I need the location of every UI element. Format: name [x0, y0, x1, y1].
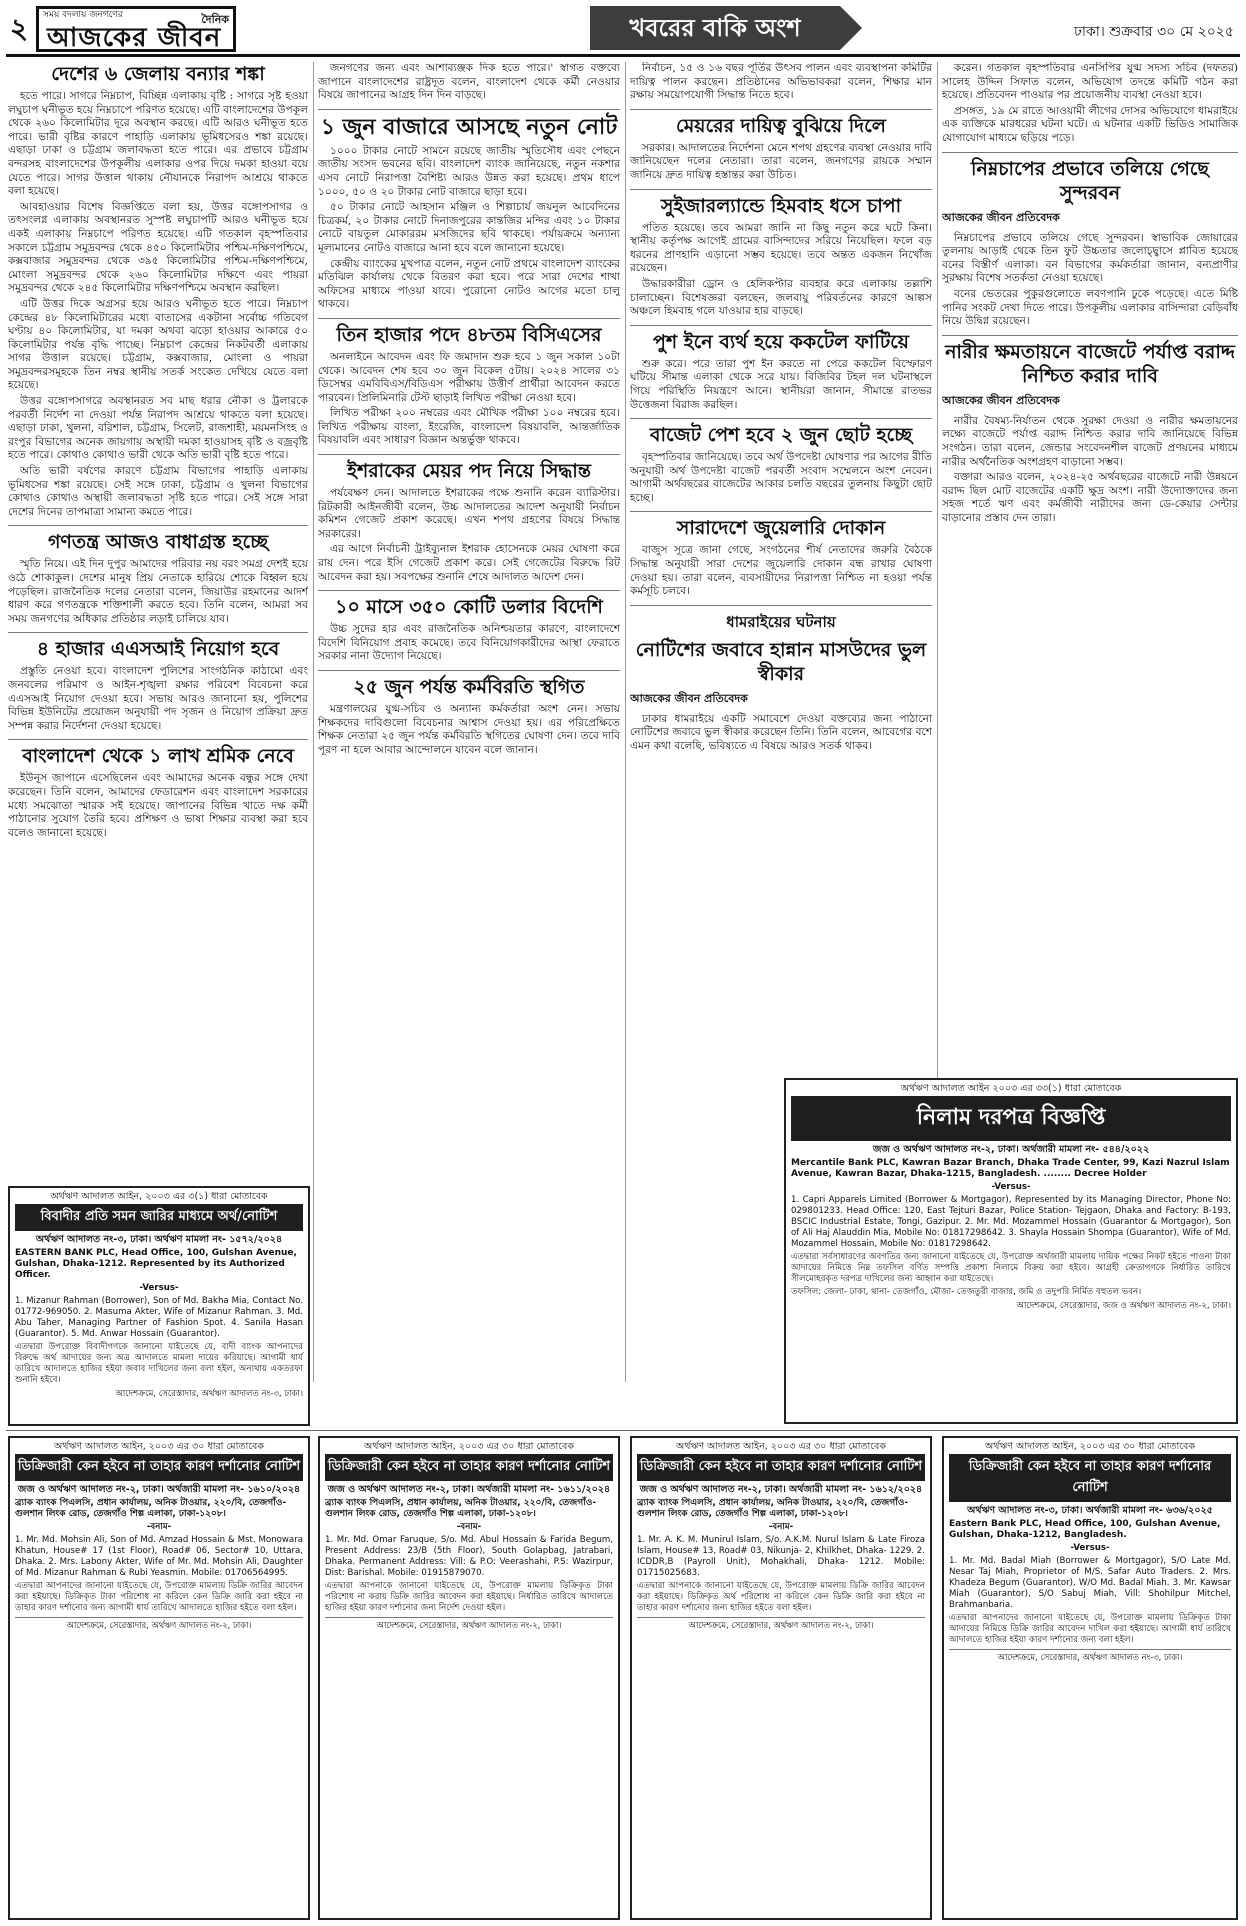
- article-paragraph: নির্বাচন, ১৫ ও ১৬ বছর পূর্তির উৎসব পালন এবং ব্যবস্থাপনা কমিটির দায়িত্ব পালন করছেন। প্রতিষ্ঠানের অভিভাবকরা বলেন, শিক্ষার মান রক্ষায় সময়োপযোগী সিদ্ধান্ত নিতে হবে।: [630, 62, 932, 102]
- headline-new-notes: ১ জুন বাজারে আসছে নতুন নোট: [318, 109, 620, 141]
- notice-subtitle: অর্থঋণ আদালত আইন, ২০০৩ এর ৩০ ধারা মোতাবেক: [676, 1441, 886, 1452]
- logo-small-text: দৈনিক: [201, 13, 229, 26]
- article-paragraph: প্রস্তুতি নেওয়া হবে। বাংলাদেশ পুলিশের সাংগঠনিক কাঠামো এবং জনবলের পরিমাণ ও আইন-শৃঙ্খলা রক্ষার পরিবেশ বিবেচনা করে এএসআই নিয়োগ দেওয়া হবে। সভায় আরও জানানো হয়, পুলিশের বিভিন্ন ইউনিটের প্রয়োজন অনুযায়ী পদ সৃজন ও নিয়োগ প্রক্রিয়া দ্রুত সম্পন্ন করার নির্দেশনা দেওয়া হয়েছে।: [8, 665, 308, 732]
- article-paragraph: উদ্ধারকারীরা ড্রোন ও হেলিকপ্টার ব্যবহার করে এলাকায় তল্লাশি চালাচ্ছেন। বিশেষজ্ঞরা বলছেন, জলবায়ু পরিবর্তনের কারণে আল্পস অঞ্চলে হিমবাহ গলে যাওয়ার হার বাড়ছে।: [630, 277, 932, 318]
- notice-body: এতদ্বারা আপনাকে জানানো যাইতেছে যে, উপরোক্ত মামলায় ডিক্রি জারির আবেদন করা হইয়াছে। ডিক্রিকৃত অর্থ পরিশোধ না করিলে কেন ডিক্রি জারি করা হইবে না তাহার কারণ দর্শানোর জন্য হাজির হইতে বলা হইল।: [637, 1581, 925, 1613]
- notice-title: ডিক্রিজারী কেন হইবে না তাহার কারণ দর্শানোর নোটিশ: [949, 1454, 1231, 1502]
- article-paragraph: আবহাওয়ার বিশেষ বিজ্ঞপ্তিতে বলা হয়, উত্তর বঙ্গোপসাগর ও তৎসংলগ্ন এলাকায় অবস্থানরত সুস্পষ্ট লঘুচাপটি আরও ঘনীভূত হয়ে একই এলাকায় নিম্নচাপে পরিণত হয়েছে। এটি গতকাল বৃহস্পতিবার সকালে চট্টগ্রাম সমুদ্রবন্দর থেকে ৪৫০ কিলোমিটার পশ্চিম-দক্ষিণপশ্চিমে, কক্সবাজার সমুদ্রবন্দর থেকে ৩৯৫ কিলোমিটার পশ্চিম-দক্ষিণপশ্চিমে, মোংলা সমুদ্রবন্দর থেকে ২৬০ কিলোমিটার দক্ষিণে এবং পায়রা সমুদ্রবন্দর থেকে ২৪৫ কিলোমিটার দক্ষিণপশ্চিমে অবস্থান করছিল।: [8, 200, 308, 295]
- article-paragraph: পতিত হয়েছে। তবে আমরা জানি না কিছু নতুন করে ঘটে কিনা। স্থানীয় কর্তৃপক্ষ আগেই গ্রামের বাসিন্দাদের সরিয়ে নিয়েছিল। ফলে বড় ধরনের প্রাণহানি এড়ানো সম্ভব হয়েছে। তবে অন্তত একজন নিখোঁজ রয়েছেন।: [630, 221, 932, 275]
- newspaper-logo: [36, 6, 236, 52]
- article-paragraph: ৫০ টাকার নোটে আহসান মঞ্জিল ও শিল্পাচার্য জয়নুল আবেদিনের চিত্রকর্ম, ২০ টাকার নোটে দিনাজপুরের কান্তজির মন্দির এবং ১০ টাকার নোটে বায়তুল মোকাররম মসজিদের ছবি থাকছে। পর্যায়ক্রমে অন্যান্য মূল্যমানের নোটও বাজারে আনা হবে বলে জানানো হয়েছে।: [318, 201, 620, 254]
- article-paragraph: মন্ত্রণালয়ের যুগ্ম-সচিব ও অন্যান্য কর্মকর্তারা অংশ নেন। সভায় শিক্ষকদের দাবিগুলো বিবেচনার আশ্বাস দেওয়া হয়। এর পরিপ্রেক্ষিতে শিক্ষক নেতারা ২৫ জুন পর্যন্ত কর্মবিরতি স্থগিতের ঘোষণা দেন। তবে দাবি পূরণ না হলে আবার আন্দোলনে যাবেন বলে জানান।: [318, 703, 620, 756]
- article-paragraph: ১০০০ টাকার নোটে সামনে রয়েছে জাতীয় স্মৃতিসৌধ এবং পেছনে জাতীয় সংসদ ভবনের ছবি। বাংলাদেশ ব্যাংক জানিয়েছে, নতুন নকশার এসব নোটে নিরাপত্তা বৈশিষ্ট্য আরও উন্নত করা হয়েছে। প্রথম ধাপে ১০০০, ৫০ ও ২০ টাকার নোট বাজারে ছাড়া হবে।: [318, 144, 620, 198]
- notice-subtitle: অর্থঋণ আদালত আইন, ২০০৩ এর ৩(১) ধারা মোতাবেক: [50, 1191, 268, 1202]
- notice-subtitle: অর্থঋণ আদালত আইন, ২০০৩ এর ৩০ ধারা মোতাবেক: [985, 1441, 1195, 1452]
- headline-dhamrai-kicker: ধামরাইয়ের ঘটনায়: [630, 605, 932, 634]
- article-paragraph: এটি উত্তর দিকে অগ্রসর হয়ে আরও ঘনীভূত হতে পারে। নিম্নচাপ কেন্দ্রের ৪৮ কিলোমিটারের মধ্যে বাতাসের একটানা সর্বোচ্চ গতিবেগ ঘণ্টায় ৪০ কিলোমিটার, যা দমকা অথবা ঝড়ো হাওয়ার আকারে ৫০ কিলোমিটার পর্যন্ত বৃদ্ধি পাচ্ছে। নিম্নচাপ কেন্দ্রের নিকটবর্তী এলাকায় সাগর উত্তাল রয়েছে। চট্টগ্রাম, কক্সবাজার, মোংলা ও পায়রা সমুদ্রবন্দরসমূহকে তিন নম্বর স্থানীয় সতর্ক সংকেত দেখিয়ে যেতে বলা হয়েছে।: [8, 297, 308, 392]
- article-paragraph: এর আগে নির্বাচনী ট্রাইব্যুনাল ইশরাক হোসেনকে মেয়র ঘোষণা করে রায় দেন। পরে ইসি গেজেট প্রকাশ করে। সেই গেজেটের বিরুদ্ধে রিট আবেদন করা হয়। সবপক্ষের শুনানি শেষে আদালত আদেশ দেন।: [318, 543, 620, 583]
- notice-body: এতদ্বারা সর্বসাধারণের অবগতির জন্য জানানো যাইতেছে যে, উপরোক্ত অর্থজারী মামলায় দায়িক পক্ষের নিকট হইতে পাওনা টাকা আদায়ের নিমিত্তে নিম্ন তফসিল বর্ণিত সম্পত্তি প্রকাশ্য নিলামে বিক্রয় করা হইবে। আগ্রহী ক্রেতাগণকে নির্ধারিত তারিখে সীলমোহরকৃত দরপত্র দাখিলের জন্য আহ্বান করা যাইতেছে।: [791, 1252, 1231, 1284]
- column-divider: [625, 62, 626, 1382]
- article-paragraph: ঢাকার ধামরাইয়ে একটি সমাবেশে দেওয়া বক্তব্যের জন্য পাঠানো নোটিশের জবাবে ভুল স্বীকার করেছেন তিনি। তিনি বলেন, আবেগের বশে এমন কথা বলেছি, ভবিষ্যতে এ বিষয়ে আরও সতর্ক থাকব।: [630, 712, 932, 753]
- notice-case: জজ ও অর্থঋণ আদালত নং-২, ঢাকা। অর্থজারী মামলা নং- ৫৪৪/২০২২: [872, 1144, 1150, 1155]
- notice-defendants: 1. Mr. A. K. M. Munirul Islam, S/o. A.K.M. Nurul Islam & Late Firoza Islam, House# 13, Road# 03, Nikunja- 2, Khilkhet, Dhaka- 1229. 2. ICDDR,B (Payroll Unit), Mohakhali, Dhaka- 1212. Mobile: 01715025683.: [637, 1535, 925, 1578]
- byline: আজকের জীবন প্রতিবেদক: [942, 210, 1060, 224]
- notice-signature: আদেশক্রমে, সেরেস্তাদার, অর্থঋণ আদালত নং-৩, ঢাকা।: [949, 1649, 1231, 1663]
- notice-title: ডিক্রিজারী কেন হইবে না তাহার কারণ দর্শানোর নোটিশ: [637, 1454, 925, 1481]
- masthead: [6, 4, 1240, 56]
- date-line: ঢাকা। শুক্রবার ৩০ মে ২০২৫: [1073, 24, 1234, 40]
- headline-democracy: গণতন্ত্র আজও বাধাগ্রস্ত হচ্ছে: [8, 525, 308, 554]
- top-rule: [6, 54, 1240, 57]
- article-paragraph: সরকার। আদালতের নির্দেশনা মেনে শপথ গ্রহণের ব্যবস্থা নেওয়ার দাবি জানিয়েছেন দলের নেতারা। তারা বলেন, জনগণের রায়কে সম্মান জানিয়ে দ্রুত দায়িত্ব হস্তান্তর করা উচিত।: [630, 141, 932, 181]
- headline-budget: বাজেট পেশ হবে ২ জুন ছোট হচ্ছে: [630, 418, 932, 447]
- decree-notice-3: [630, 1436, 932, 1920]
- column-1: [8, 62, 308, 1382]
- byline: আজকের জীবন প্রতিবেদক: [630, 691, 748, 705]
- notice-body: এতদ্বারা আপনাদের জানানো যাইতেছে যে, উপরোক্ত মামলায় ডিক্রি জারির আবেদন করা হইয়াছে। ডিক্রিকৃত টাকা পরিশোধ না করিলে কেন ডিক্রি জারি করা হইবে না তাহার কারণ দর্শানোর জন্য আগামী ধার্য তারিখে আদালতে হাজির হইতে বলা হইল।: [15, 1581, 303, 1613]
- notice-signature: আদেশক্রমে, সেরেস্তাদার, অর্থঋণ আদালত নং-৩, ঢাকা।: [115, 1389, 303, 1399]
- decree-notice-2: [318, 1436, 620, 1920]
- byline: আজকের জীবন প্রতিবেদক: [942, 393, 1060, 407]
- notice-plaintiff: Eastern Bank PLC, Head Office, 100, Gulshan Avenue, Gulshan, Dhaka-1212, Bangladesh.: [949, 1519, 1221, 1540]
- notice-subtitle: অর্থঋণ আদালত আইন, ২০০৩ এর ৩০ ধারা মোতাবেক: [364, 1441, 574, 1452]
- column-divider: [313, 62, 314, 1382]
- notice-signature: আদেশক্রমে, সেরেস্তাদার, অর্থঋণ আদালত নং-২, ঢাকা।: [637, 1617, 925, 1631]
- headline-sundarbans: নিম্নচাপের প্রভাবে তলিয়ে গেছে সুন্দরবন: [942, 152, 1238, 205]
- article-paragraph: বনের ভেতরের পুকুরগুলোতে লবণপানি ঢুকে পড়েছে। এতে মিষ্টি পানির সংকট দেখা দিতে পারে। উপকূলীয় এলাকার বাসিন্দারা বেড়িবাঁধ নিয়ে উদ্বিগ্ন রয়েছেন।: [942, 287, 1238, 328]
- article-paragraph: উত্তর বঙ্গোপসাগরে অবস্থানরত সব মাছ ধরার নৌকা ও ট্রলারকে পরবর্তী নির্দেশ না দেওয়া পর্যন্ত নিরাপদ আশ্রয়ে থাকতে বলা হয়েছে। এছাড়া ঢাকা, খুলনা, বরিশাল, চট্টগ্রাম, সিলেট, রাজশাহী, ময়মনসিংহ ও রংপুর বিভাগের অনেক জায়গায় অস্থায়ী দমকা হাওয়াসহ বৃষ্টি ও বজ্রবৃষ্টি হতে পারে। কোথাও কোথাও ভারী থেকে অতি ভারী বৃষ্টি হতে পারে।: [8, 395, 308, 462]
- headline-bcs: তিন হাজার পদে ৪৮তম বিসিএসের: [318, 318, 620, 347]
- notice-body: এতদ্বারা উপরোক্ত বিবাদীগণকে জানানো যাইতেছে যে, বাদী ব্যাংক আপনাদের বিরুদ্ধে অর্থ আদায়ের জন্য অত্র আদালতে মামলা দায়ের করিয়াছে। আগামী ধার্য তারিখে আদালতে হাজির হইয়া জবাব দাখিলের জন্য বলা হইল, অন্যথায় একতরফা শুনানি হইবে।: [15, 1342, 303, 1385]
- article-paragraph: করেন। গতকাল বৃহস্পতিবার এনসিপির যুগ্ম সদস্য সচিব (দফতর) সালেহ উদ্দিন সিফাত বলেন, অভিযোগ তদন্তে কমিটি গঠন করা হয়েছে। প্রতিবেদন পাওয়ার পর প্রয়োজনীয় ব্যবস্থা নেওয়া হবে।: [942, 62, 1238, 102]
- notice-plaintiff: EASTERN BANK PLC, Head Office, 100, Gulshan Avenue, Gulshan, Dhaka-1212. Represented by its Authorized Officer.: [15, 1248, 297, 1280]
- article-paragraph: পর্যবেক্ষণ দেন। আদালতে ইশরাকের পক্ষে শুনানি করেন ব্যারিস্টার। রিটকারী আইনজীবী বলেন, উচ্চ আদালতের আদেশ অনুযায়ী নির্বাচন কমিশন গেজেট প্রকাশ করেছে। এখন শপথ গ্রহণের বিষয়ে সিদ্ধান্ত সরকারের।: [318, 487, 620, 540]
- article-paragraph: স্মৃতি নিয়ে। এই দিন দুপুর আমাদের পরিবার নয় বরং সমগ্র দেশই হয়ে ওঠে শোকাকুল। দেশের মানুষ প্রিয় নেতাকে হারিয়ে শোকে বিহ্বল হয়ে পড়েছিল। রাজনৈতিক দলের নেতারা বলেন, জিয়াউর রহমানের আদর্শ ধারণ করে গণতন্ত্রকে শক্তিশালী করতে হবে। তিনি বলেন, আমরা সব সময় জনগণের অধিকার প্রতিষ্ঠার লড়াই চালিয়ে যাব।: [8, 558, 308, 625]
- decree-notice-4: [942, 1436, 1238, 1920]
- notice-subtitle: অর্থঋণ আদালত আইন, ২০০৩ এর ৩০ ধারা মোতাবেক: [54, 1441, 264, 1452]
- notice-body: এতদ্বারা আপনাকে জানানো যাইতেছে যে, উপরোক্ত মামলায় ডিক্রিকৃত টাকা পরিশোধ না করায় ডিক্রি জারির আবেদন করা হইয়াছে। নির্ধারিত তারিখে আদালতে হাজির হইয়া কারণ দর্শানোর জন্য নির্দেশ দেওয়া হইল।: [325, 1581, 613, 1613]
- notice-versus: -বনাম-: [768, 1522, 794, 1532]
- headline-dhamrai: নোটিশের জবাবে হান্নান মাসউদের ভুল স্বীকার: [635, 638, 927, 685]
- column-4: [942, 62, 1238, 1072]
- notice-plaintiff: ব্র্যাক ব্যাংক পিএলসি, প্রধান কার্যালয়, অনিক টাওয়ার, ২২০/বি, তেজগাঁও-গুলশান লিংক রোড, তেজগাঁও শিল্প এলাকা, ঢাকা-১২০৮।: [325, 1498, 597, 1519]
- notice-defendants: 1. Mr. Md. Omar Faruque, S/o. Md. Abul Hossain & Farida Begum, Present Address: 23/B (5th Floor), South Golapbag, Jatrabari, Dhaka. Permanent Address: Vill: & P.O: Veerashahi, P.S: Wazirpur, Dist: Barishal. Mobile: 01915879070.: [325, 1535, 613, 1578]
- notice-case: অর্থঋণ আদালত নং-৩, ঢাকা। অর্থঋণ মামলা নং- ১৫৭২/২০২৪: [35, 1234, 283, 1245]
- notice-case: জজ ও অর্থঋণ আদালত নং-২, ঢাকা। অর্থজারী মামলা নং- ১৬১২/২০২৪: [639, 1484, 923, 1495]
- article-paragraph: কেন্দ্রীয় ব্যাংকের মুখপাত্র বলেন, নতুন নোট প্রথমে বাংলাদেশ ব্যাংকের মতিঝিল কার্যালয় থেকে বিতরণ করা হবে। পরে সারা দেশের শাখা অফিসের মাধ্যমে পাওয়া যাবে। পুরোনো নোটও আগের মতো চালু থাকবে।: [318, 257, 620, 311]
- notice-title: বিবাদীর প্রতি সমন জারির মাধ্যমে অর্থ/নোটিশ: [15, 1204, 303, 1231]
- court-notice-left: [8, 1186, 310, 1426]
- column-2: [318, 62, 620, 1382]
- notice-title: ডিক্রিজারী কেন হইবে না তাহার কারণ দর্শানোর নোটিশ: [325, 1454, 613, 1481]
- notice-signature: আদেশক্রমে, সেরেস্তাদার, জজ ও অর্থঋণ আদালত নং-২, ঢাকা।: [1016, 1301, 1231, 1311]
- headline-workers: বাংলাদেশ থেকে ১ লাখ শ্রমিক নেবে: [8, 739, 308, 768]
- notice-case: জজ ও অর্থঋণ আদালত নং-২, ঢাকা। অর্থজারী মামলা নং- ১৬১১/২০২৪: [327, 1484, 611, 1495]
- notice-plaintiff: ব্র্যাক ব্যাংক পিএলসি, প্রধান কার্যালয়, অনিক টাওয়ার, ২২০/বি, তেজগাঁও-গুলশান লিংক রোড, তেজগাঁও শিল্প এলাকা, ঢাকা-১২০৮।: [15, 1498, 287, 1519]
- notice-plaintiff: Mercantile Bank PLC, Kawran Bazar Branch, Dhaka Trade Center, 99, Kazi Nazrul Islam Avenue, Kawran Bazar, Dhaka-1215, Bangladesh. ........ Decree Holder: [791, 1158, 1230, 1179]
- notice-title: নিলাম দরপত্র বিজ্ঞপ্তি: [791, 1096, 1231, 1141]
- notice-signature: আদেশক্রমে, সেরেস্তাদার, অর্থঋণ আদালত নং-২, ঢাকা।: [15, 1617, 303, 1631]
- article-paragraph: অতি ভারী বর্ষণের কারণে চট্টগ্রাম বিভাগের পাহাড়ি এলাকায় ভূমিধসের শঙ্কা রয়েছে। সেই সঙ্গে ঢাকা, চট্টগ্রাম ও খুলনা বিভাগের কোথাও কোথাও অস্থায়ী জলাবদ্ধতা সৃষ্টি হতে পারে। সেই সঙ্গে সারা দেশের দিনের তাপমাত্রা সামান্য কমতে পারে।: [8, 465, 308, 518]
- section-banner: খবরের বাকি অংশ: [590, 6, 840, 50]
- decree-notice-1: [8, 1436, 310, 1920]
- headline-asi-recruitment: ৪ হাজার এএসআই নিয়োগ হবে: [8, 632, 308, 661]
- notice-defendants: 1. Capri Apparels Limited (Borrower & Mortgagor), Represented by its Managing Director, Phone No: 029801233. Head Office: 120, East Tejturi Bazar, Police Station- Tejgaon, Dhaka and Factory: B-193, BSCIC Industrial Estate, Tongi, Gazipur. 2. Mr. Md. Mozammel Hossain (Guarantor & Mortgagor), Son of Ali Haj Alauddin Mia, Mobile No: 01817298642. 3. Shayla Hossain Shompa (Guarantor), Wife of Md. Mozammel Hossain, Mobile No: 01817298642.: [791, 1195, 1231, 1249]
- notice-versus: -বনাম-: [146, 1522, 172, 1532]
- article-paragraph: প্রসঙ্গত, ১৯ মে রাতে আওয়ামী লীগের দোসর অভিযোগে ধামরাইয়ে এক ব্যক্তিকে মারধরের ঘটনা ঘটে। এ ঘটনার একটি ভিডিও সামাজিক যোগাযোগ মাধ্যমে ছড়িয়ে পড়ে।: [942, 104, 1238, 144]
- section-rule: [6, 1430, 1240, 1431]
- article-paragraph: শুরু করে। পরে তারা পুশ ইন করতে না পেরে ককটেল বিস্ফোরণ ঘটিয়ে সীমান্ত এলাকা থেকে সরে যায়। বিজিবির টহল দল ঘটনাস্থলে গিয়ে পরিস্থিতি নিয়ন্ত্রণে আনে। স্থানীয়রা জানান, সীমান্তে রাতভর উত্তেজনা বিরাজ করছিল।: [630, 357, 932, 411]
- article-paragraph: নারীর বৈষম্য-নির্যাতন থেকে সুরক্ষা দেওয়া ও নারীর ক্ষমতায়নের লক্ষ্যে বাজেটে পর্যাপ্ত বরাদ্দ নিশ্চিত করার দাবি জানিয়েছে বিভিন্ন সংগঠন। তারা বলেন, জেন্ডার সংবেদনশীল বাজেট প্রণয়নের মাধ্যমে নারীর অর্থনৈতিক অংশগ্রহণ বাড়ানো সম্ভব।: [942, 414, 1238, 468]
- headline-foreign-investment: ১০ মাসে ৩৫০ কোটি ডলার বিদেশি: [318, 590, 620, 619]
- headline-push-in: পুশ ইনে ব্যর্থ হয়ে ককটেল ফাটিয়ে: [630, 325, 932, 354]
- notice-schedule: তফসিল: জেলা- ঢাকা, থানা- তেজগাঁও, মৌজা- তেজতুরী বাজার, জমি ও তদুপরি নির্মিত বহুতল ভবন।: [791, 1287, 1142, 1297]
- article-paragraph: বাজুস সূত্রে জানা গেছে, সংগঠনের শীর্ষ নেতাদের জরুরি বৈঠকে সিদ্ধান্ত অনুযায়ী সারা দেশের জুয়েলারি দোকান বন্ধ রাখার ঘোষণা দেওয়া হয়। তারা বলেন, ব্যবসায়ীদের নিরাপত্তা নিশ্চিত না হওয়া পর্যন্ত কর্মসূচি চলবে।: [630, 544, 932, 598]
- headline-glacier: সুইজারল্যান্ডে হিমবাহ ধসে চাপা: [630, 189, 932, 218]
- notice-body: এতদ্বারা আপনাদের জানানো যাইতেছে যে, উপরোক্ত মামলায় ডিক্রিকৃত টাকা আদায়ের নিমিত্তে ডিক্রি জারির আবেদন দাখিল করা হইয়াছে। আগামী ধার্য তারিখে আদালতে হাজির হইয়া কারণ দর্শানোর জন্য বলা হইল।: [949, 1613, 1231, 1645]
- notice-signature: আদেশক্রমে, সেরেস্তাদার, অর্থঋণ আদালত নং-২, ঢাকা।: [325, 1617, 613, 1631]
- article-paragraph: নিম্নচাপের প্রভাবে তলিয়ে গেছে সুন্দরবন। স্বাভাবিক জোয়ারের তুলনায় আড়াই থেকে তিন ফুট উচ্চতার জলোচ্ছ্বাসে প্লাবিত হয়েছে বনের বিস্তীর্ণ এলাকা। বন বিভাগের কর্মকর্তারা জানান, বন্যপ্রাণীর সুরক্ষায় বিশেষ সতর্কতা নেওয়া হয়েছে।: [942, 231, 1238, 285]
- notice-defendants: 1. Mizanur Rahman (Borrower), Son of Md. Bakha Mia, Contact No. 01772-969050. 2. Masuma Akter, Wife of Mizanur Rahman. 3. Md. Abu Taher, Managing Partner of Fashion Spot. 4. Sanila Hasan (Guarantor). 5. Md. Anwar Hossain (Guarantor).: [15, 1296, 303, 1339]
- headline-mayor-duty: মেয়রের দায়িত্ব বুঝিয়ে দিলে: [630, 109, 932, 138]
- notice-defendants: 1. Mr. Md. Badal Miah (Borrower & Mortgagor), S/O Late Md. Nesar Taj Miah, Proprietor of M/S. Safar Auto Traders. 2. Mrs. Khadeza Begum (Guarantor), W/O Md. Badal Miah. 3. Mr. Kawsar Miah (Guarantor), S/O Sabuj Miah, Vill: Shohilpur Mitchel, Brahmanbaria.: [949, 1556, 1231, 1610]
- headline-women-budget: নারীর ক্ষমতায়নে বাজেটে পর্যাপ্ত বরাদ্দ নিশ্চিত করার দাবি: [942, 335, 1238, 388]
- article-paragraph: লিখিত পরীক্ষা ২০০ নম্বরের এবং মৌখিক পরীক্ষা ১০০ নম্বরের হবে। লিখিত পরীক্ষায় বাংলা, ইংরেজি, বাংলাদেশ বিষয়াবলি, আন্তর্জাতিক বিষয়াবলি এবং সাধারণ বিজ্ঞান অন্তর্ভুক্ত থাকবে।: [318, 407, 620, 447]
- logo-text: আজকের জীবন: [47, 23, 222, 53]
- headline-flood: দেশের ৬ জেলায় বন্যার শঙ্কা: [51, 63, 265, 85]
- article-paragraph: উচ্চ সুদের হার এবং রাজনৈতিক অনিশ্চয়তার কারণে, বাংলাদেশে বিদেশি বিনিয়োগ প্রবাহ কমেছে। তবে বিনিয়োগকারীদের আস্থা ফেরাতে সরকার নানা উদ্যোগ নিয়েছে।: [318, 623, 620, 663]
- article-paragraph: জনগণের জন্য এবং আশাব্যঞ্জক দিক হতে পারে।' স্বাগত বক্তব্যে জাপানে বাংলাদেশের রাষ্ট্রদূত বলেন, বাংলাদেশ থেকে কর্মী নেওয়ার বিষয়ে জাপানের আগ্রহ দিন দিন বাড়ছে।: [318, 62, 620, 102]
- notice-subtitle: অর্থঋণ আদালত আইন ২০০৩ এর ৩৩(১) ধারা মোতাবেক: [900, 1083, 1122, 1094]
- notice-case: অর্থঋণ আদালত নং-৩, ঢাকা। অর্থজারী মামলা নং- ৬৩৬/২০২৫: [967, 1505, 1213, 1516]
- article-paragraph: বৃহস্পতিবার জানিয়েছে। তবে অর্থ উপদেষ্টা ঘোষণার পর আগের রীতি অনুযায়ী অর্থ উপদেষ্টা বাজেট পরবর্তী সংবাদ সম্মেলনে অংশ নেবেন। আগামী অর্থবছরের বাজেটের আকার চলতি বছরের তুলনায় কিছুটা ছোট হচ্ছে।: [630, 451, 932, 504]
- notice-case: জজ ও অর্থঋণ আদালত নং-২, ঢাকা। অর্থজারী মামলা নং- ১৬১০/২০২৪: [17, 1484, 301, 1495]
- notice-title: ডিক্রিজারী কেন হইবে না তাহার কারণ দর্শানোর নোটিশ: [15, 1454, 303, 1481]
- headline-mayor-decision: ইশরাকের মেয়র পদ নিয়ে সিদ্ধান্ত: [318, 454, 620, 483]
- notice-versus: -বনাম-: [456, 1522, 482, 1532]
- article-paragraph: হতে পারে। সাগরে নিম্নচাপ, বিচ্ছিন্ন এলাকায় বৃষ্টি : সাগরে সৃষ্ট হওয়া লঘুচাপ ঘনীভূত হয়ে নিম্নচাপে পরিণত হয়েছে। এটি বাংলাদেশের উপকূল থেকে ২৬০ কিলোমিটার দূরে অবস্থান করছে। এটি আরও ঘনীভূত হতে পারে। ভারী বৃষ্টির কারণে পাহাড়ি এলাকায় ভূমিধসেরও শঙ্কা রয়েছে। এছাড়া ঢাকা ও চট্টগ্রাম জলাবদ্ধতা হতে পারে। এর প্রভাবে চট্টগ্রাম বন্দরসহ বাংলাদেশের উপকূলীয় এলাকার ওপর দিয়ে দমকা হাওয়া বয়ে যেতে পারে। সাগর উত্তাল থাকায় নৌযানকে নিরাপদ আশ্রয়ে থাকতে বলা হয়েছে।: [8, 90, 308, 198]
- notice-versus: -Versus-: [139, 1283, 179, 1293]
- notice-plaintiff: ব্র্যাক ব্যাংক পিএলসি, প্রধান কার্যালয়, অনিক টাওয়ার, ২২০/বি, তেজগাঁও-গুলশান লিংক রোড, তেজগাঁও শিল্প এলাকা, ঢাকা-১২০৮।: [637, 1498, 909, 1519]
- notice-versus: -Versus-: [1070, 1543, 1110, 1553]
- headline-strike-postponed: ২৫ জুন পর্যন্ত কর্মবিরতি স্থগিত: [318, 670, 620, 699]
- article-paragraph: বক্তারা আরও বলেন, ২০২৪-২৫ অর্থবছরের বাজেটে নারী উন্নয়নে বরাদ্দ ছিল মোট বাজেটের একটি ক্ষুদ্র অংশ। নারী উদ্যোক্তাদের জন্য সহজ শর্তে ঋণ এবং কর্মজীবী নারীদের জন্য ডে-কেয়ার সেন্টার বাড়ানোর প্রস্তাব দেন তারা।: [942, 471, 1238, 524]
- notice-versus: -Versus-: [991, 1182, 1031, 1192]
- page-number: ২: [9, 12, 29, 45]
- logo-tagline: সময় বদলায় জনগণের: [43, 10, 123, 20]
- article-paragraph: ইউনূস জাপানে এসেছিলেন এবং আমাদের অনেক বন্ধুর সঙ্গে দেখা করেছেন। তিনি বলেন, আমাদের ফেডারেশন এবং বাংলাদেশ সরকারের মধ্যে সমঝোতা স্মারক সই হয়েছে। জাপানের বিভিন্ন খাতে দক্ষ কর্মী পাঠানোর সুযোগ তৈরি হবে। প্রশিক্ষণ ও ভাষা শিক্ষার ব্যবস্থা করা হবে বলেও জানানো হয়েছে।: [8, 772, 308, 839]
- headline-jewelry: সারাদেশে জুয়েলারি দোকান: [630, 511, 932, 540]
- auction-notice: [784, 1078, 1238, 1424]
- article-paragraph: অনলাইনে আবেদন এবং ফি জমাদান শুরু হবে ১ জুন সকাল ১০টা থেকে। আবেদন শেষ হবে ৩০ জুন বিকেল ৫টায়। ২০২৪ সালের ৩১ ডিসেম্বর এমবিবিএস/বিডিএস পরীক্ষায় উত্তীর্ণ প্রার্থীরা আবেদন করতে পারবেন। প্রিলিমিনারি টেস্ট ছাড়াই লিখিত পরীক্ষা নেওয়া হবে।: [318, 350, 620, 404]
- notice-defendants: 1. Mr. Md. Mohsin Ali, Son of Md. Amzad Hossain & Mst. Monowara Khatun, House# 17 (1st Floor), Road# 06, Sector# 10, Uttara, Dhaka. 2. Mrs. Labony Akter, Wife of Mr. Md. Mohsin Ali, Daughter of Md. Mizanur Rahman & Rubi Yeasmin. Mobile: 01706564995.: [15, 1535, 303, 1578]
